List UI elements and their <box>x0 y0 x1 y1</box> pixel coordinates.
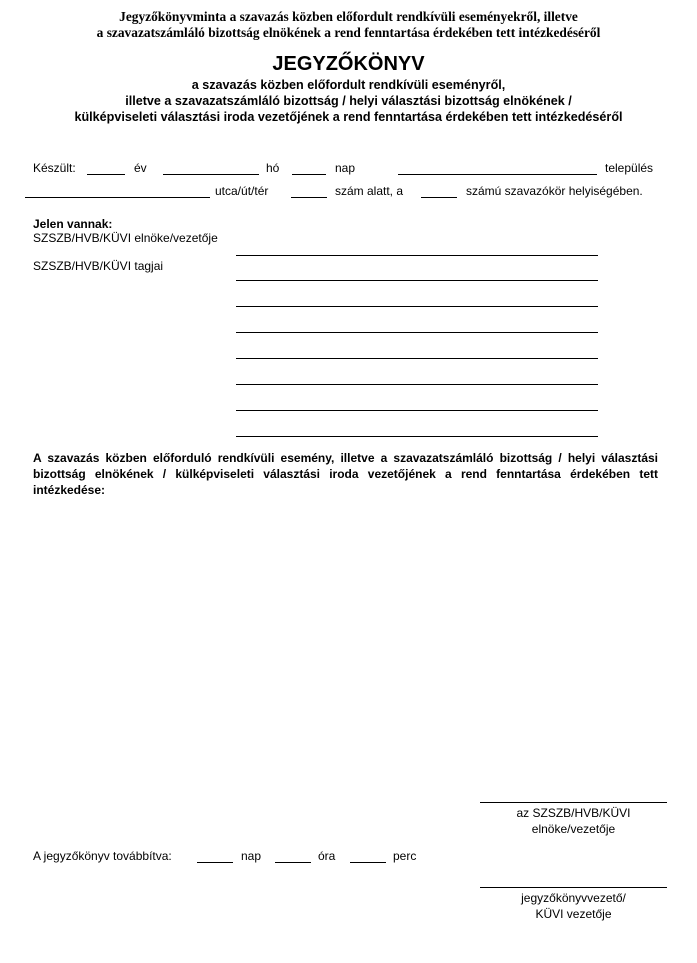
settlement-field[interactable] <box>398 174 597 175</box>
chair-signature-line[interactable] <box>480 802 667 803</box>
day-field[interactable] <box>292 174 326 175</box>
month-field[interactable] <box>163 174 259 175</box>
recorder-signature-caption-2: KÜVI vezetője <box>535 907 612 921</box>
forwarded-hour-label: óra <box>318 849 336 863</box>
member-field-5[interactable] <box>236 384 598 385</box>
document-header-line-2: a szavazatszámláló bizottság elnökének a rend fenntartása érdekében tett intézkedéséről <box>96 25 601 40</box>
forwarded-minute-field[interactable] <box>350 862 386 863</box>
document-header-line-1: Jegyzőkönyvminta a szavazás közben előfordult rendkívüli eseményekről, illetve <box>119 9 578 24</box>
event-description-area[interactable] <box>33 486 658 791</box>
month-label: hó <box>266 161 280 175</box>
forwarded-label: A jegyzőkönyv továbbítva: <box>33 849 172 863</box>
year-field[interactable] <box>87 174 125 175</box>
day-label: nap <box>335 161 356 175</box>
event-description-label: A szavazás közben előforduló rendkívüli esemény, illetve a szavazatszámláló bizottság / helyi választási bizottság elnökének / külképviseleti választási iroda vezetőjének a rend fenntartása érdekében tett intézkedése: <box>33 451 658 497</box>
chair-signature-caption-2: elnöke/vezetője <box>531 822 616 836</box>
subtitle-line-2: illetve a szavazatszámláló bizottság / helyi választási bizottság elnökének / <box>125 94 572 108</box>
member-field-6[interactable] <box>236 410 598 411</box>
forwarded-hour-field[interactable] <box>275 862 311 863</box>
member-field-2[interactable] <box>236 306 598 307</box>
page-title: JEGYZŐKÖNYV <box>272 53 425 75</box>
house-number-label: szám alatt, a <box>335 184 404 198</box>
member-field-3[interactable] <box>236 332 598 333</box>
chair-name-field[interactable] <box>236 255 598 256</box>
member-field-4[interactable] <box>236 358 598 359</box>
settlement-label: település <box>605 161 654 175</box>
members-label: SZSZB/HVB/KÜVI tagjai <box>33 259 164 273</box>
year-label: év <box>134 161 147 175</box>
forwarded-day-label: nap <box>241 849 262 863</box>
made-label: Készült: <box>33 161 76 175</box>
street-label: utca/út/tér <box>215 184 269 198</box>
street-field[interactable] <box>25 197 210 198</box>
subtitle-line-1: a szavazás közben előfordult rendkívüli eseményről, <box>191 78 506 92</box>
district-label: számú szavazókör helyiségében. <box>466 184 643 198</box>
present-heading: Jelen vannak: <box>33 217 113 231</box>
forwarded-minute-label: perc <box>393 849 417 863</box>
forwarded-day-field[interactable] <box>197 862 233 863</box>
house-number-field[interactable] <box>291 197 327 198</box>
recorder-signature-caption-1: jegyzőkönyvvezető/ <box>521 891 626 905</box>
subtitle-line-3: külképviseleti választási iroda vezetőjének a rend fenntartása érdekében tett intézkedéséről <box>74 110 623 124</box>
recorder-signature-line[interactable] <box>480 887 667 888</box>
district-number-field[interactable] <box>421 197 457 198</box>
member-field-7[interactable] <box>236 436 598 437</box>
chair-label: SZSZB/HVB/KÜVI elnöke/vezetője <box>33 231 218 245</box>
chair-signature-caption-1: az SZSZB/HVB/KÜVI <box>516 806 631 820</box>
member-field-1[interactable] <box>236 280 598 281</box>
